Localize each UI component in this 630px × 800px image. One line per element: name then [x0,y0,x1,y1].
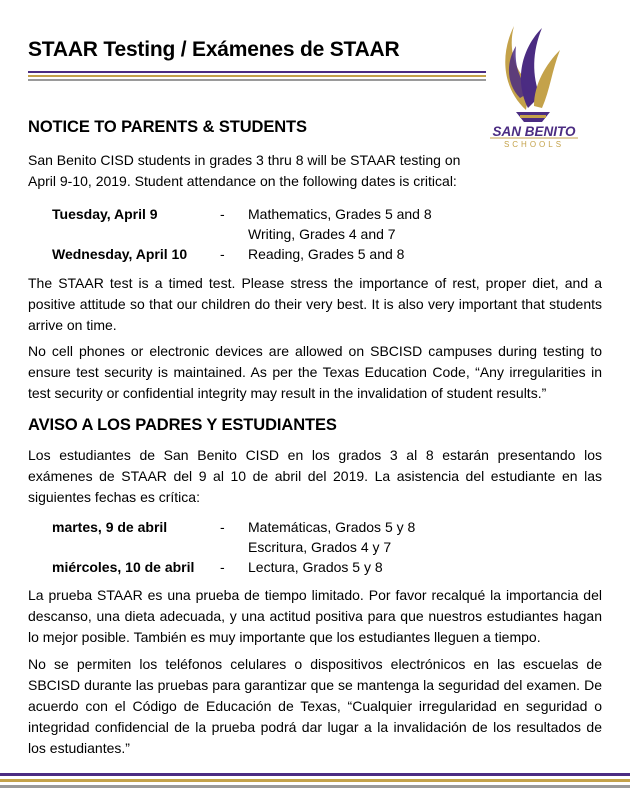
footer-rule-gray [0,785,630,788]
schedule-day: Wednesday, April 10 [52,246,188,262]
footer-rule-purple [0,773,630,776]
logo-name: SAN BENITO [492,124,576,139]
logo-sub: SCHOOLS [503,140,565,149]
schedule-dash: - [220,206,225,222]
schedule-day: miércoles, 10 de abril [52,559,195,575]
schedule-dash: - [220,519,225,535]
schedule-day: martes, 9 de abril [52,519,168,535]
spanish-intro: Los estudiantes de San Benito CISD en los grados 3 al 8 estarán presentando los exámenes de STAAR del 9 al 10 de abril del 2019. La asistencia del estudiante en las siguientes fechas es crítica: [28,447,602,505]
schedule-day: Tuesday, April 9 [52,206,158,222]
english-intro: San Benito CISD students in grades 3 thru 8 will be STAAR testing on April 9-10, 2019. Student attendance on the following dates is critical: [28,152,461,189]
header-rule-purple [28,71,486,73]
footer-rule-gold [0,779,630,782]
schedule-subject: Matemáticas, Grados 5 y 8 [248,519,416,535]
spanish-paragraph-devices: No se permiten los teléfonos celulares o dispositivos electrónicos en las escuelas de SBCISD durante las pruebas para garantizar que se mantenga la seguridad del examen. De acuerdo con el Código de Educación de Texas, “Cualquier irregularidad en seguridad o integridad confidencial de la prueba podrá dar lugar a la invalidación de los resultados de los estudiantes.” [28,656,602,756]
san-benito-torch-logo [480,18,588,150]
header-rule-gray [28,79,486,81]
schedule-subject: Lectura, Grados 5 y 8 [248,559,383,575]
english-paragraph-rest: The STAAR test is a timed test. Please stress the importance of rest, proper diet, and a positive attitude so that our children do their very best. It is also very important that students arrive on time. [28,275,602,333]
schedule-dash: - [220,559,225,575]
spanish-paragraph-rest: La prueba STAAR es una prueba de tiempo limitado. Por favor recalqué la importancia del descanso, una dieta adecuada, y una actitud positiva para que nuestros estudiantes hagan lo mejor posible. También es muy importante que los estudiantes lleguen a tiempo. [28,587,602,645]
schedule-subject: Mathematics, Grades 5 and 8 [248,206,432,222]
schedule-subject: Writing, Grades 4 and 7 [248,226,396,242]
spanish-heading: AVISO A LOS PADRES Y ESTUDIANTES [28,416,337,434]
english-paragraph-devices: No cell phones or electronic devices are allowed on SBCISD campuses during testing to ensure test security is maintained. As per the Texas Education Code, “Any irregularities in test security or confidential integrity may result in the invalidation of student results.” [28,343,602,401]
page-title: STAAR Testing / Exámenes de STAAR [28,38,400,61]
schedule-subject: Reading, Grades 5 and 8 [248,246,405,262]
schedule-subject: Escritura, Grados 4 y 7 [248,539,392,555]
schedule-dash: - [220,246,225,262]
english-heading: NOTICE TO PARENTS & STUDENTS [28,118,307,136]
torch-flame-icon [505,26,560,110]
header-rule-gold [28,75,486,77]
